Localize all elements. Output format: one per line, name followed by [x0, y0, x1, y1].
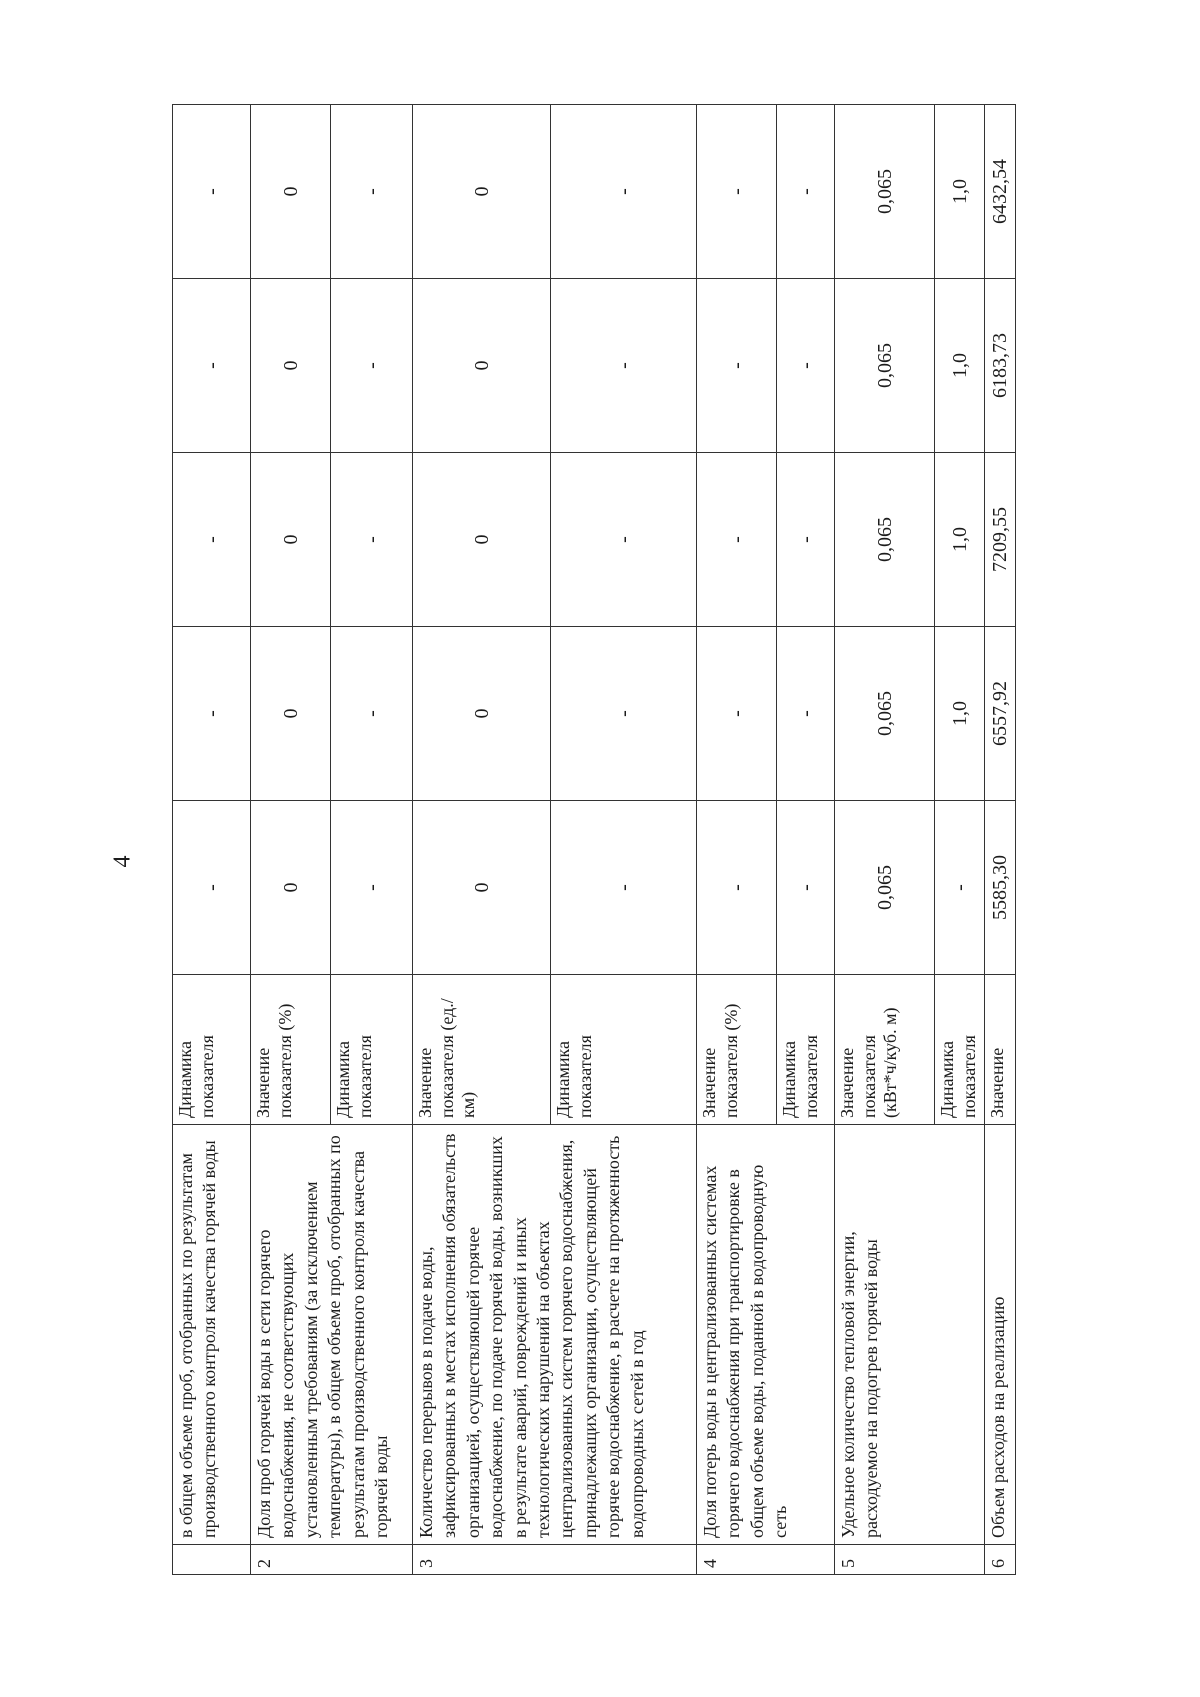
value-cell: 0,065 [835, 105, 935, 279]
row-number: 3 [413, 1545, 697, 1575]
indicator-kind: Значение показателя (%) [251, 975, 331, 1125]
value-cell: - [697, 105, 777, 279]
table-row [251, 105, 331, 1575]
value-cell: - [777, 279, 835, 453]
value-cell: - [697, 453, 777, 627]
row-number [173, 1545, 251, 1575]
value-cell: - [173, 801, 251, 975]
value-cell: 0 [413, 801, 551, 975]
indicator-description: Доля проб горячей воды в сети горячего водоснабжения, не соответствующих установленным требованиям (за исключением температуры), в общем объеме проб, отобранных по результатам производственного контроля качества горячей воды [251, 1125, 413, 1545]
table-row [835, 105, 935, 1575]
value-cell: - [697, 627, 777, 801]
indicator-description: Доля потерь воды в централизованных системах горячего водоснабжения при транспортировке в общем объеме воды, поданной в водопроводную сеть [697, 1125, 835, 1545]
value-cell: 0 [251, 453, 331, 627]
value-cell: - [777, 105, 835, 279]
indicator-description: Количество перерывов в подаче воды, зафиксированных в местах исполнения обязательств организацией, осуществляющей горячее водоснабжение, по подаче горячей воды, возникших в результате аварий, повреждений и иных технологических нарушений на объектах централизованных систем горячего водоснабжения, принадлежащих организации, осуществляющей горячее водоснабжение, в расчете на протяженность водопроводных сетей в год [413, 1125, 697, 1545]
indicator-kind: Значение показателя (ед./км) [413, 975, 551, 1125]
value-cell: - [777, 801, 835, 975]
value-cell: - [697, 279, 777, 453]
indicators-table [172, 104, 1016, 1575]
value-cell: - [331, 279, 413, 453]
value-cell: 7209,55 [985, 453, 1016, 627]
value-cell: - [551, 279, 697, 453]
value-cell: - [173, 453, 251, 627]
indicator-description: в общем объеме проб, отобранных по результатам производственного контроля качества горячей воды [173, 1125, 251, 1545]
page-number: 4 [109, 855, 136, 868]
indicator-kind: Динамика показателя [551, 975, 697, 1125]
indicators-table-rotated [172, 105, 1052, 1575]
value-cell: 0 [251, 801, 331, 975]
value-cell: - [331, 801, 413, 975]
value-cell: 5585,30 [985, 801, 1016, 975]
value-cell: 0 [413, 627, 551, 801]
value-cell: - [777, 453, 835, 627]
indicator-kind: Динамика показателя [331, 975, 413, 1125]
value-cell: - [173, 279, 251, 453]
indicator-description: Удельное количество тепловой энергии, расходуемое на подогрев горячей воды [835, 1125, 985, 1545]
table-row [173, 105, 251, 1575]
value-cell: 0,065 [835, 801, 935, 975]
table-row [413, 105, 551, 1575]
value-cell: - [777, 627, 835, 801]
value-cell: - [697, 801, 777, 975]
indicator-kind: Значение показателя (кВт*ч/куб. м) [835, 975, 935, 1125]
indicator-description: Объем расходов на реализацию [985, 1125, 1016, 1545]
row-number: 2 [251, 1545, 413, 1575]
value-cell: 1,0 [935, 279, 985, 453]
row-number: 6 [985, 1545, 1016, 1575]
indicator-kind: Динамика показателя [173, 975, 251, 1125]
value-cell: 0 [413, 453, 551, 627]
value-cell: - [331, 105, 413, 279]
value-cell: 0 [251, 627, 331, 801]
row-number: 5 [835, 1545, 985, 1575]
value-cell: - [331, 453, 413, 627]
value-cell: 0 [251, 279, 331, 453]
value-cell: 0,065 [835, 627, 935, 801]
indicator-kind: Динамика показателя [777, 975, 835, 1125]
indicator-kind: Значение [985, 975, 1016, 1125]
value-cell: 0 [251, 105, 331, 279]
value-cell: - [935, 801, 985, 975]
value-cell: 6432,54 [985, 105, 1016, 279]
value-cell: - [551, 801, 697, 975]
table-row [697, 105, 777, 1575]
value-cell: 0 [413, 105, 551, 279]
indicator-kind: Значение показателя (%) [697, 975, 777, 1125]
value-cell: 1,0 [935, 453, 985, 627]
value-cell: 1,0 [935, 105, 985, 279]
value-cell: 6183,73 [985, 279, 1016, 453]
value-cell: - [551, 453, 697, 627]
indicator-kind: Динамика показателя [935, 975, 985, 1125]
value-cell: 0,065 [835, 279, 935, 453]
value-cell: 6557,92 [985, 627, 1016, 801]
value-cell: - [173, 627, 251, 801]
value-cell: - [551, 105, 697, 279]
value-cell: - [331, 627, 413, 801]
value-cell: 1,0 [935, 627, 985, 801]
row-number: 4 [697, 1545, 835, 1575]
value-cell: 0 [413, 279, 551, 453]
table-row [985, 105, 1016, 1575]
value-cell: - [551, 627, 697, 801]
value-cell: - [173, 105, 251, 279]
value-cell: 0,065 [835, 453, 935, 627]
